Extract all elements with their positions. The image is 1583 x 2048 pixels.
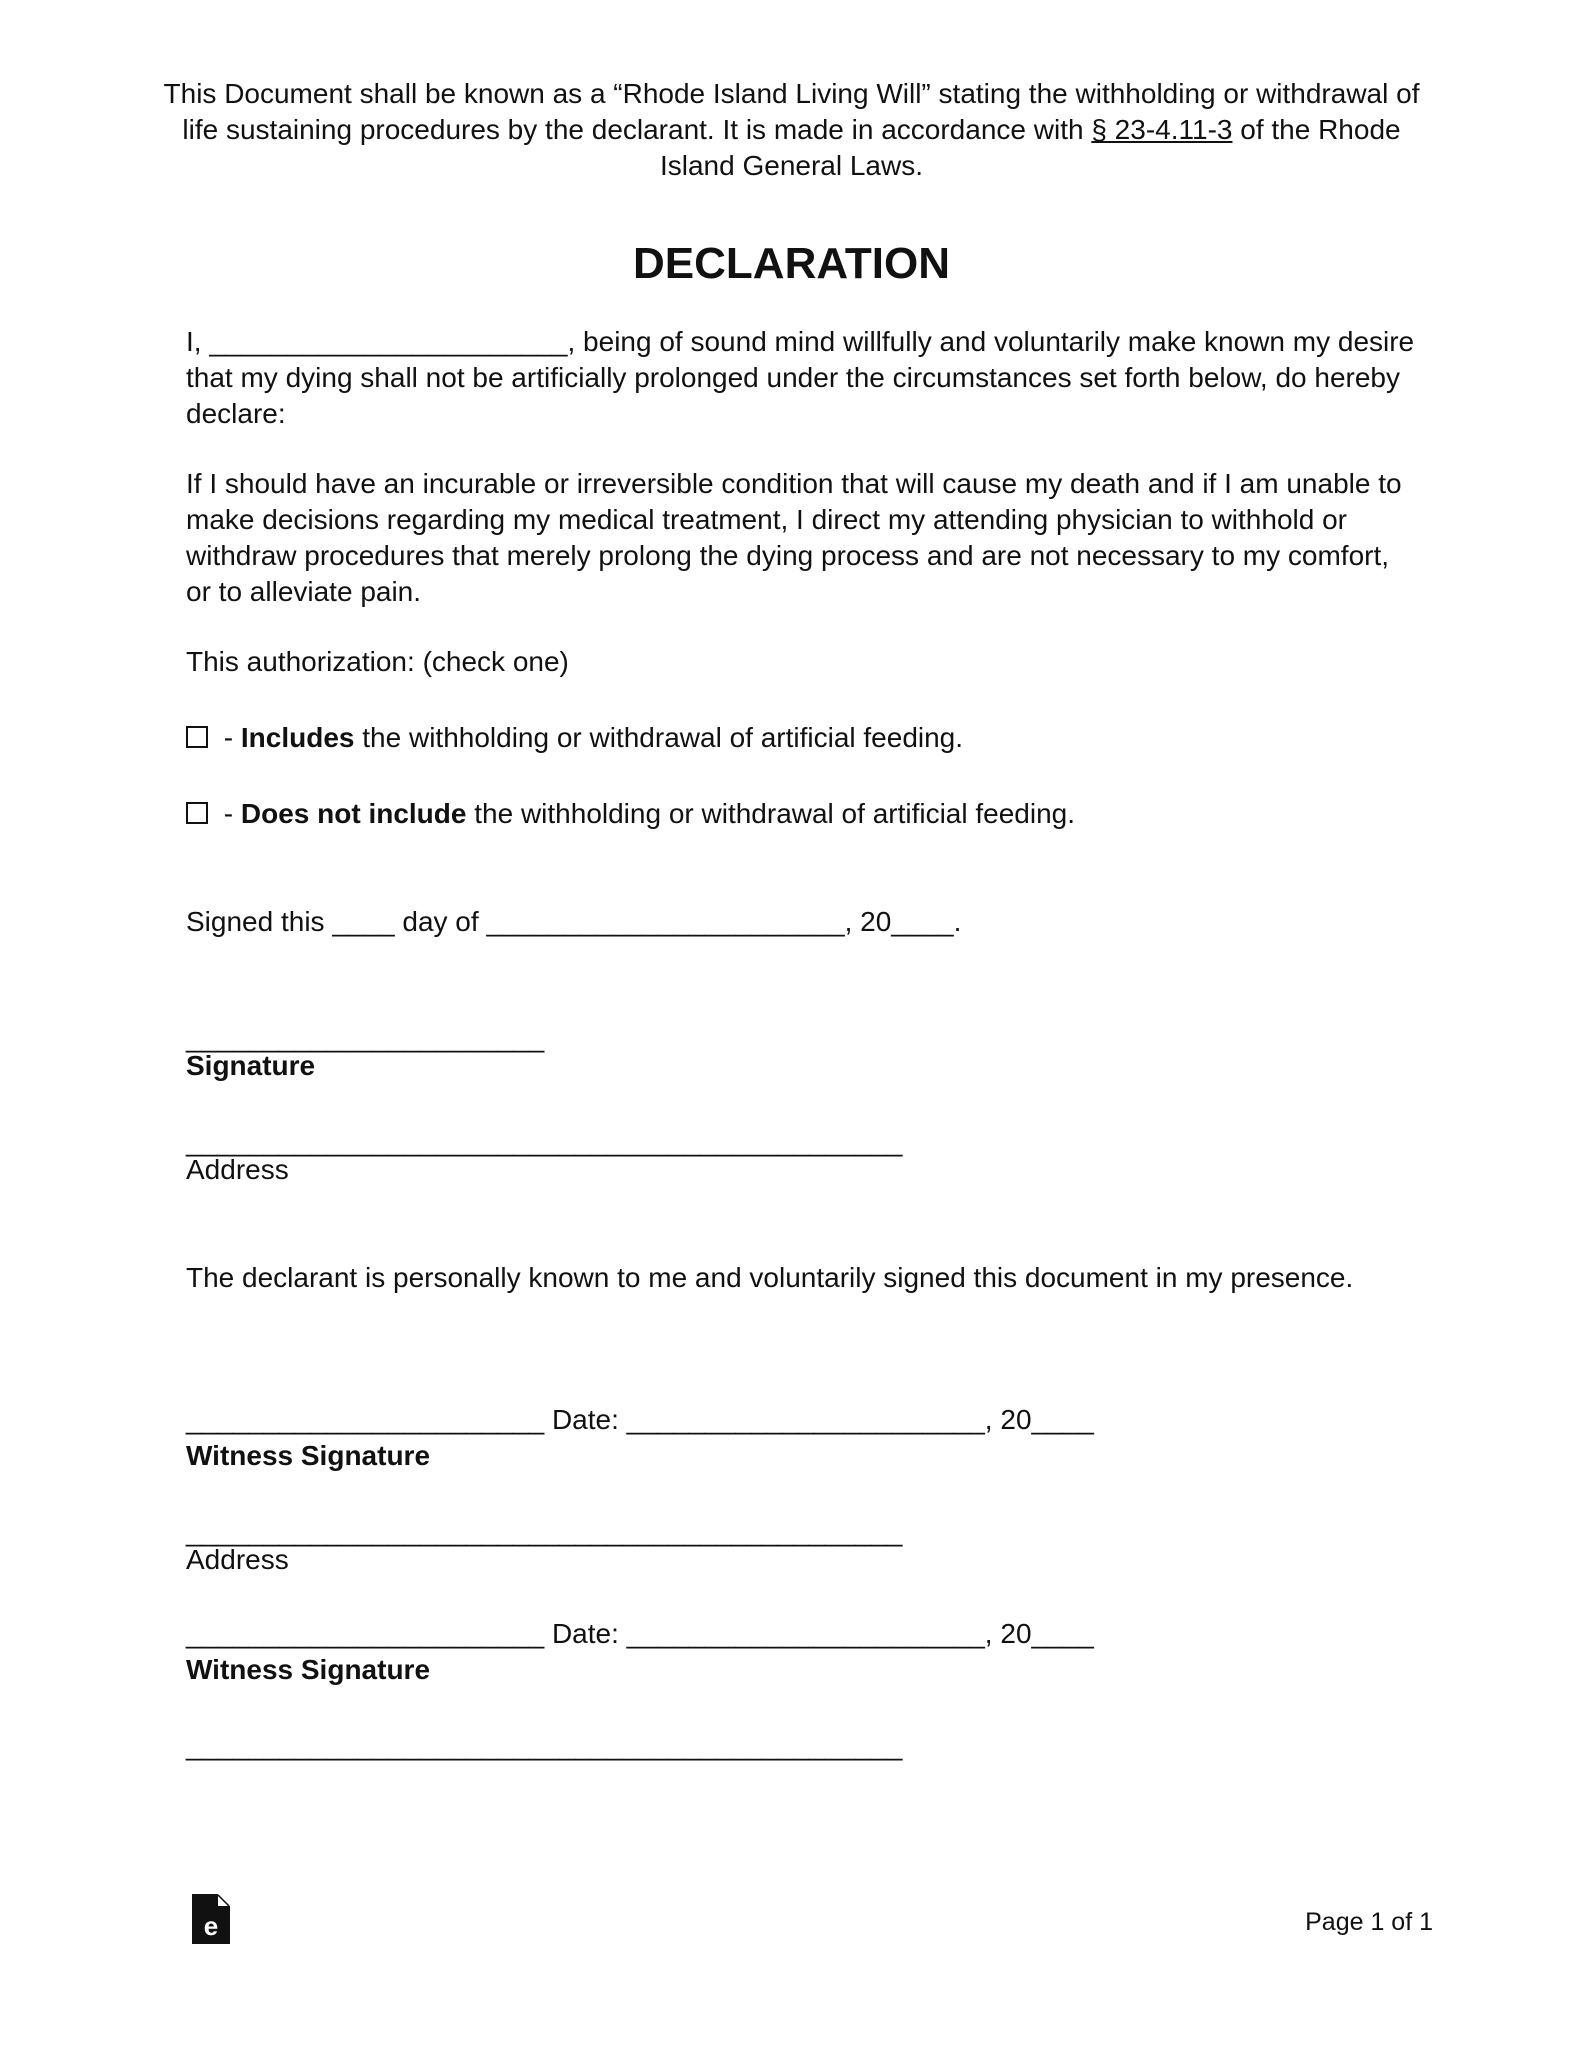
signature-line[interactable]: _______________________ (186, 1022, 545, 1053)
statute-link[interactable]: § 23-4.11-3 (1091, 114, 1233, 145)
option-bold-label: Does not include (240, 798, 467, 829)
intro-text-2: of the Rhode Island General Laws. (659, 114, 1401, 181)
witness-1-address-label: Address (186, 1544, 289, 1575)
svg-text:e: e (203, 1911, 219, 1941)
witness-2-address-line[interactable]: ______________________________________________ (186, 1730, 903, 1761)
declaration-paragraph: I, _______________________, being of sound mind willfully and voluntarily make known my desire that my dying shall not be artificially prolonged under the circumstances set forth below, do hereby declare: (186, 326, 1415, 429)
document-title: DECLARATION (633, 239, 950, 288)
witness-1-signature-label: Witness Signature (186, 1440, 431, 1471)
witness-1-address-line[interactable]: ______________________________________________ (186, 1516, 903, 1547)
option-bold-label: Includes (240, 722, 355, 753)
witness-statement: The declarant is personally known to me and voluntarily signed this document in my presence. (186, 1262, 1354, 1293)
address-line[interactable]: ______________________________________________ (186, 1126, 903, 1157)
option-prefix: - (216, 722, 241, 753)
signature-label: Signature (186, 1050, 316, 1081)
condition-paragraph: If I should have an incurable or irreversible condition that will cause my death and if I am unable to make decisions regarding my medical treatment, I direct my attending physician to withhold or withdraw procedures that merely prolong the dying process and are not necessary to my comfort, or to alleviate pain. (186, 468, 1402, 607)
option-rest: the withholding or withdrawal of artificial feeding. (466, 798, 1076, 829)
witness-1-signature-date-line[interactable]: _______________________ Date: _______________________, 20____ (186, 1404, 1094, 1435)
page-number: Page 1 of 1 (1305, 1908, 1433, 1936)
authorization-label: This authorization: (check one) (186, 646, 569, 677)
intro-text-1: This Document shall be known as a “Rhode Island Living Will” stating the withholding or withdrawal of life sustaining procedures by the declarant. It is made in accordance with (163, 78, 1420, 145)
intro-paragraph (160, 76, 1423, 184)
witness-2-signature-date-line[interactable]: _______________________ Date: _______________________, 20____ (186, 1618, 1094, 1649)
option-does-not-include (186, 796, 1075, 832)
includes-checkbox[interactable] (186, 726, 208, 748)
eforms-logo-icon (192, 1894, 230, 1944)
option-includes (186, 720, 963, 756)
does-not-include-checkbox[interactable] (186, 802, 208, 824)
address-label: Address (186, 1154, 289, 1185)
signed-date-line[interactable]: Signed this ____ day of _______________________, 20____. (186, 906, 962, 937)
option-rest: the withholding or withdrawal of artificial feeding. (354, 722, 964, 753)
option-prefix: - (216, 798, 241, 829)
witness-2-signature-label: Witness Signature (186, 1654, 431, 1685)
